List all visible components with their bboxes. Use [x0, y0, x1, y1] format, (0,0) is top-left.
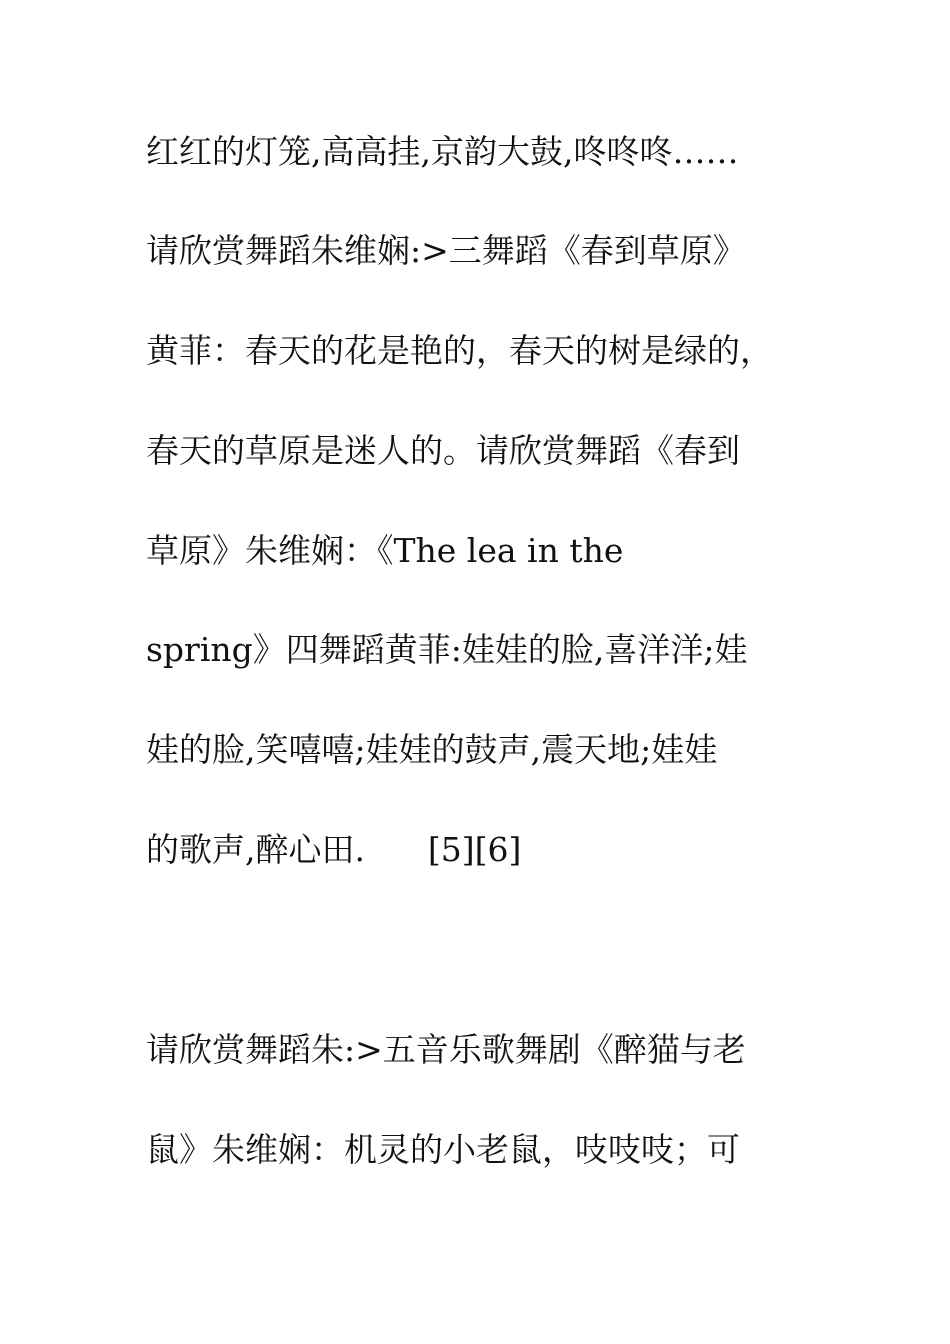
text-line: 娃的脸,笑嘻嘻;娃娃的鼓声,震天地;娃娃 [146, 730, 718, 769]
text-line: 的歌声,醉心田. [5][6] [146, 830, 522, 869]
text-line: spring》四舞蹈黄菲:娃娃的脸,喜洋洋;娃 [146, 630, 748, 669]
text-line: 红红的灯笼,高高挂,京韵大鼓,咚咚咚…… [146, 132, 739, 171]
text-line: 请欣赏舞蹈朱维娴:>三舞蹈《春到草原》 [146, 231, 746, 270]
text-line: 鼠》朱维娴：机灵的小老鼠，吱吱吱；可 [146, 1130, 740, 1169]
text-line: 春天的草原是迷人的。请欣赏舞蹈《春到 [146, 431, 740, 470]
text-line: 草原》朱维娴：《The lea in the [146, 531, 624, 570]
text-line: 黄菲：春天的花是艳的，春天的树是绿的， [146, 331, 773, 370]
text-line: 请欣赏舞蹈朱:>五音乐歌舞剧《醉猫与老 [146, 1030, 746, 1069]
